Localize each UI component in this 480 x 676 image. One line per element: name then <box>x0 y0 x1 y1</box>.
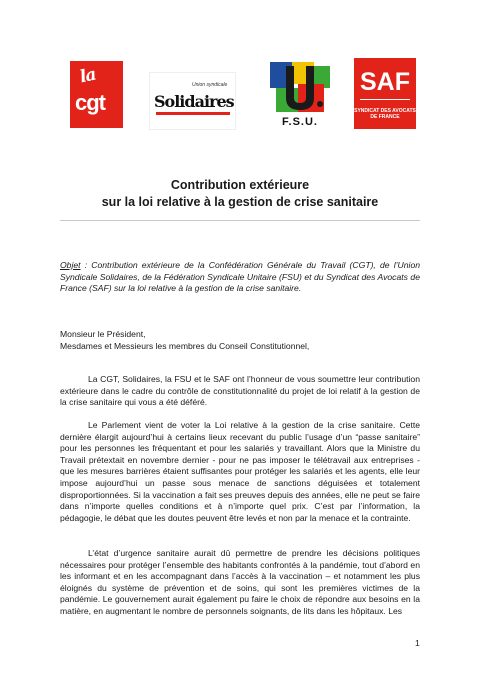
document-title <box>60 177 420 211</box>
saf-logo-text: SAF <box>360 68 410 96</box>
title-line-2: sur la loi relative à la gestion de crise sanitaire <box>101 195 379 209</box>
body-paragraph-3: L’état d’urgence sanitaire aurait dû permettre de prendre les décisions politiques nécessaires pour protéger l’ensemble des habitants confrontés à la pandémie, tout d’abord en les informant et en les accompagnant dans l’accès à la vaccination – et notamment les plus éloignés du système de prévention et de soins, qui sont les premières victimes de la pandémie. Le gouvernement aurait également pu faire le choix de répondre aux besoins en la matière, en augmentant le nombre de personnels soignants, de lits dans les hôpitaux. Les <box>60 548 420 616</box>
cgt-logo <box>70 61 123 128</box>
solidaires-logo-bar <box>156 112 230 115</box>
salutation-line-2: Mesdames et Messieurs les membres du Conseil Constitutionnel, <box>60 340 310 351</box>
salutation-line-1: Monsieur le Président, <box>60 329 146 339</box>
fsu-logo-text: F.S.U. <box>282 116 318 128</box>
page-number: 1 <box>415 638 420 648</box>
objet-text: : Contribution extérieure de la Confédération Générale du Travail (CGT), de l’Union Syndicale Solidaires, de la Fédération Syndicale Unitaire (FSU) et du Syndicat des Avocats de France (SAF) sur la loi relative à la gestion de la crise sanitaire. <box>60 260 420 294</box>
cgt-logo-la: la <box>78 64 98 88</box>
title-line-1: Contribution extérieure <box>170 178 310 192</box>
title-divider <box>60 220 420 221</box>
solidaires-logo-subtitle: Union syndicale <box>192 82 228 88</box>
saf-logo <box>354 58 416 129</box>
body-paragraph-2: Le Parlement vient de voter la Loi relative à la gestion de la crise sanitaire. Cette dernière élargit aujourd’hui à certains lieux recevant du public l’usage d’un “passe sanitaire” pour les personnes les fréquentant et pour les salariés y travaillant. Alors que la Ministre du Travail prétextait en novembre dernier - pour ne pas imposer le télétravail aux entreprises - que les mesures barrières étaient suffisantes pour protéger les salariés et les agents, elle leur impose aujourd’hui un passe sous menace de sanctions déguisées et totalement disproportionnées. Si la vaccination a fait ses preuves depuis des années, elle ne peut se faire dans n’importe quelles conditions et à n’importe quel prix. C’est par l’information, la pédagogie, le débat que les doutes peuvent être levés et non par la menace et la contrainte. <box>60 420 420 523</box>
body-paragraph-1: La CGT, Solidaires, la FSU et le SAF ont l’honneur de vous soumettre leur contribution extérieure dans le cadre du contrôle de constitutionnalité du projet de loi relatif à la gestion de la crise sanitaire qui vous a été déféré. <box>60 374 420 408</box>
objet-paragraph <box>60 260 420 295</box>
saf-logo-subtitle: SYNDICAT DES AVOCATS DE FRANCE <box>354 108 416 120</box>
salutation <box>60 329 420 352</box>
solidaires-logo-text: Solidaires <box>154 92 234 111</box>
fsu-logo-mark <box>268 60 332 116</box>
saf-logo-divider <box>360 99 410 100</box>
cgt-logo-text: cgt <box>75 90 105 115</box>
fsu-logo <box>268 60 332 128</box>
solidaires-logo <box>149 72 236 130</box>
objet-label: Objet <box>60 260 81 270</box>
